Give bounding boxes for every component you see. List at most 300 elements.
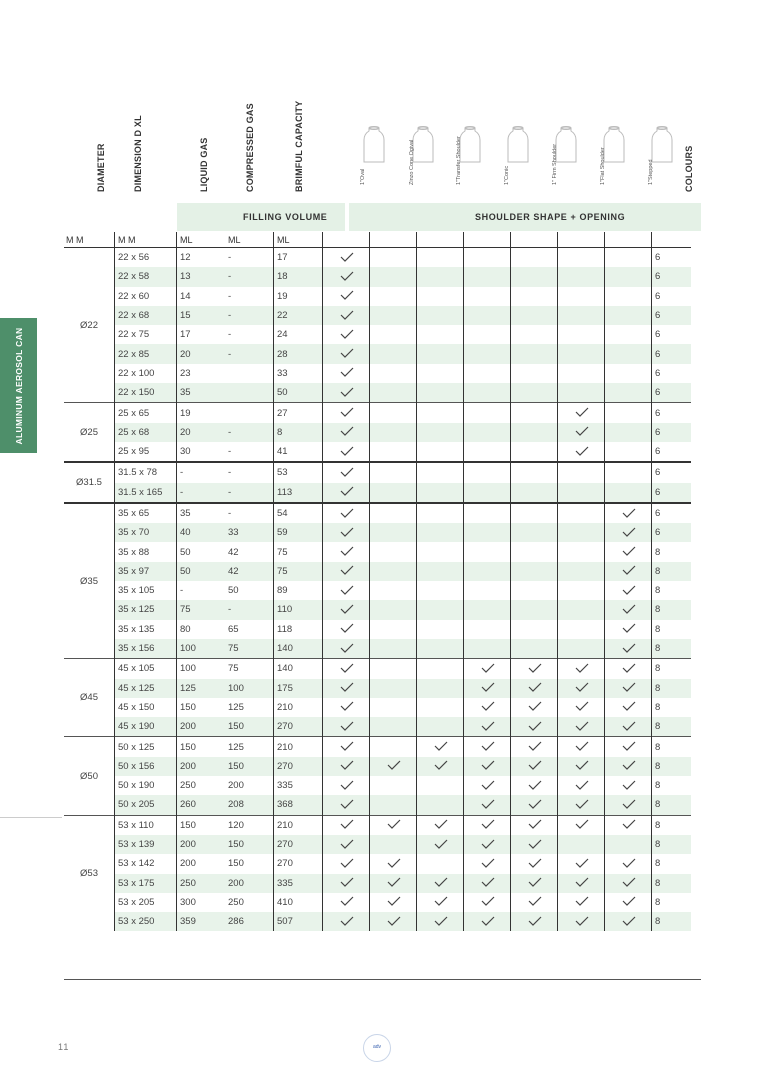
dimension-cell: 50 x 190 [115,776,177,795]
empty-cell [464,562,511,581]
check-mark-icon [464,874,511,893]
compressed-gas-cell [225,364,274,383]
check-mark-icon [370,874,417,893]
compressed-gas-cell: - [225,306,274,325]
liquid-gas-cell: 150 [177,737,226,757]
brimful-cell: 140 [274,659,323,679]
liquid-gas-cell: 12 [177,248,226,268]
compressed-gas-cell: 50 [228,585,239,597]
brimful-cell: 8 [274,423,323,442]
dimension-cell: 25 x 95 [115,442,177,462]
table-row [64,503,691,523]
empty-cell [370,267,417,286]
liquid-gas-cell: 35 [177,383,226,403]
dimension-cell: 53 x 110 [115,815,177,835]
table-row [64,248,691,268]
brimful-cell: 53 [274,462,323,482]
brimful-cell: 210 [274,698,323,717]
dimension-cell: 45 x 190 [115,717,177,737]
table-row [64,893,691,912]
compressed-gas-cell: 150 [228,858,244,870]
empty-cell [417,659,464,679]
check-mark-icon [323,581,370,600]
check-mark-icon [558,717,605,737]
empty-cell [417,523,464,542]
check-mark-icon [323,542,370,561]
empty-cell [558,383,605,403]
brimful-cell: 19 [274,287,323,306]
check-mark-icon [323,503,370,523]
brimful-cell: 210 [274,815,323,835]
empty-cell [558,325,605,344]
check-mark-icon [558,698,605,717]
empty-cell [417,287,464,306]
empty-cell [417,581,464,600]
compressed-gas-cell: - [228,290,232,302]
empty-cell [417,542,464,561]
liquid-gas-cell: 300 [177,893,226,912]
compressed-gas-cell: 120 [225,815,274,835]
colours-cell: 6 [652,503,692,523]
empty-cell [605,835,652,854]
check-mark-icon [323,620,370,639]
empty-cell [417,364,464,383]
liquid-gas-cell: 13 [177,267,226,286]
empty-cell [558,344,605,363]
empty-cell [464,383,511,403]
check-mark-icon [323,267,370,286]
brimful-cell: 175 [274,679,323,698]
check-mark-icon [464,717,511,737]
empty-cell [464,287,511,306]
check-mark-icon [605,717,652,737]
check-mark-icon [323,248,370,268]
diameter-cell: Ø22 [80,319,98,331]
check-mark-icon [511,776,558,795]
liquid-gas-cell: 359 [177,912,226,931]
compressed-gas-header [245,0,259,192]
empty-cell [558,462,605,482]
check-mark-icon [605,562,652,581]
divider [0,817,62,818]
check-mark-icon [370,854,417,873]
empty-cell [370,442,417,462]
empty-cell [370,659,417,679]
empty-cell [464,267,511,286]
compressed-gas-cell: - [225,503,274,523]
table-row [64,600,691,619]
liquid-gas-cell: 150 [177,815,226,835]
colours-cell: 8 [652,912,692,931]
liquid-gas-cell: 260 [177,795,226,815]
colours-cell: 8 [652,795,692,815]
brimful-cell: 59 [274,523,323,542]
empty-cell [558,542,605,561]
brimful-cell: 270 [274,835,323,854]
empty-cell [558,639,605,659]
check-mark-icon [370,912,417,931]
dimension-cell: 45 x 105 [115,659,177,679]
empty-cell [464,620,511,639]
empty-cell [370,503,417,523]
check-mark-icon [417,893,464,912]
aerosol-can-table [64,232,691,931]
liquid-gas-cell: - [177,462,226,482]
check-mark-icon [464,757,511,776]
empty-cell [558,562,605,581]
table-row [64,679,691,698]
compressed-gas-cell: 100 [225,679,274,698]
shape-caption-text: 1"Stepped [648,159,654,185]
empty-cell [558,483,605,503]
compressed-gas-cell: 208 [225,795,274,815]
compressed-gas-cell: 250 [228,896,244,908]
filling-volume-label: FILLING VOLUME [243,212,328,222]
brimful-cell: 270 [274,757,323,776]
brimful-cell: 110 [274,600,323,619]
colours-cell: 8 [652,757,692,776]
dimension-cell: 53 x 175 [115,874,177,893]
colours-cell: 6 [652,248,692,268]
brimful-cell: 24 [274,325,323,344]
compressed-gas-cell: - [228,446,232,458]
unit-ml: ML [225,232,274,248]
empty-cell [464,442,511,462]
check-mark-icon [605,737,652,757]
diameter-header-text: DIAMETER [96,143,106,192]
empty-cell [370,287,417,306]
colours-header-text: COLOURS [684,145,694,192]
shape-caption-text: 1"Flat Shoulder [600,147,606,185]
shape-caption-text: 1"Conic [504,165,510,185]
empty-cell [370,795,417,815]
check-mark-icon [464,737,511,757]
logo-text: adv [372,1044,382,1050]
table-row [64,462,691,482]
check-mark-icon [605,912,652,931]
liquid-gas-cell: 75 [177,600,226,619]
brimful-cell: 118 [274,620,323,639]
colours-cell: 6 [652,423,692,442]
compressed-gas-cell: - [225,267,274,286]
colours-cell: 8 [652,639,692,659]
empty-cell [558,503,605,523]
empty-cell [370,581,417,600]
compressed-gas-cell: - [225,483,274,503]
compressed-gas-cell: - [225,462,274,482]
empty-cell [370,776,417,795]
table-row [64,306,691,325]
unit-ml: ML [177,232,226,248]
colours-cell: 8 [652,717,692,737]
dimension-cell: 53 x 250 [115,912,177,931]
brimful-cell: 335 [274,874,323,893]
table-row [64,325,691,344]
empty-cell [605,364,652,383]
brimful-cell: 410 [274,893,323,912]
colours-cell: 8 [652,874,692,893]
empty-cell [605,403,652,423]
dimension-cell: 53 x 142 [115,854,177,873]
empty-cell [511,620,558,639]
colours-cell: 6 [652,523,692,542]
dimension-cell: 31.5 x 78 [115,462,177,482]
empty-cell [417,442,464,462]
shape-caption-text: 1" Firm Shoulder [552,143,558,185]
table-row [64,581,691,600]
diameter-header [96,0,110,192]
check-mark-icon [323,815,370,835]
empty-cell [417,325,464,344]
colours-cell: 6 [652,483,692,503]
empty-cell [417,776,464,795]
check-mark-icon [605,757,652,776]
dimension-header [133,0,147,192]
dimension-cell: 22 x 58 [115,267,177,286]
brimful-cell: 113 [274,483,323,503]
dimension-cell: 22 x 75 [115,325,177,344]
empty-cell [417,503,464,523]
check-mark-icon [605,659,652,679]
check-mark-icon [511,717,558,737]
check-mark-icon [323,639,370,659]
check-mark-icon [417,815,464,835]
empty-cell [370,679,417,698]
check-mark-icon [558,442,605,462]
check-mark-icon [558,403,605,423]
compressed-gas-cell [225,383,274,403]
empty-cell [417,639,464,659]
empty-cell [370,325,417,344]
empty-cell [464,403,511,423]
dimension-cell: 50 x 125 [115,737,177,757]
colours-cell: 6 [652,325,692,344]
unit-ml: ML [274,232,323,248]
dimension-cell: 45 x 125 [115,679,177,698]
check-mark-icon [323,325,370,344]
dimension-cell: 53 x 205 [115,893,177,912]
check-mark-icon [464,679,511,698]
liquid-gas-header-text: LIQUID GAS [199,137,209,192]
empty-cell [370,698,417,717]
dimension-cell: 22 x 100 [115,364,177,383]
dimension-header-text: DIMENSION D XL [133,115,143,192]
check-mark-icon [323,462,370,482]
empty-cell [417,698,464,717]
table-row [64,620,691,639]
empty-cell [417,267,464,286]
empty-cell [464,523,511,542]
check-mark-icon [605,523,652,542]
empty-cell [417,795,464,815]
check-mark-icon [417,757,464,776]
check-mark-icon [605,503,652,523]
empty-cell [370,717,417,737]
check-mark-icon [605,776,652,795]
check-mark-icon [370,893,417,912]
table-row [64,442,691,462]
brimful-capacity-header-text: BRIMFUL CAPACITY [294,100,304,192]
empty-cell [511,325,558,344]
table-row [64,659,691,679]
empty-cell [464,462,511,482]
colours-cell: 8 [652,893,692,912]
empty-cell [370,542,417,561]
check-mark-icon [323,698,370,717]
can-shape-1-icon [362,125,386,163]
empty-cell [370,523,417,542]
empty-cell [417,383,464,403]
empty-cell [370,562,417,581]
liquid-gas-cell: 23 [177,364,226,383]
empty-cell [370,344,417,363]
check-mark-icon [370,815,417,835]
check-mark-icon [323,523,370,542]
check-mark-icon [605,542,652,561]
compressed-gas-cell: - [228,329,232,341]
compressed-gas-header-text: COMPRESSED GAS [245,103,255,192]
empty-cell [511,287,558,306]
brimful-cell: 89 [274,581,323,600]
colours-cell: 6 [652,287,692,306]
empty-cell [370,423,417,442]
check-mark-icon [511,835,558,854]
liquid-gas-cell: 100 [177,639,226,659]
check-mark-icon [464,659,511,679]
colours-cell: 6 [652,267,692,286]
check-mark-icon [558,893,605,912]
empty-cell [511,581,558,600]
units-row [64,232,691,248]
colours-cell: 6 [652,306,692,325]
check-mark-icon [511,795,558,815]
check-mark-icon [417,874,464,893]
brimful-cell: 335 [274,776,323,795]
compressed-gas-cell: 33 [225,523,274,542]
check-mark-icon [605,620,652,639]
check-mark-icon [464,815,511,835]
check-mark-icon [464,776,511,795]
check-mark-icon [323,854,370,873]
dimension-cell: 25 x 65 [115,403,177,423]
empty-cell [417,248,464,268]
check-mark-icon [417,737,464,757]
empty-cell [464,600,511,619]
empty-cell [511,462,558,482]
brimful-cell: 28 [274,344,323,363]
table-row [64,562,691,581]
compressed-gas-cell [225,403,274,423]
check-mark-icon [464,795,511,815]
shoulder-shape-label: SHOULDER SHAPE + OPENING [475,212,626,222]
colours-cell: 8 [652,737,692,757]
check-mark-icon [558,737,605,757]
empty-cell [511,483,558,503]
empty-cell [511,523,558,542]
check-mark-icon [558,423,605,442]
can-shape-4-icon [506,125,530,163]
can-shape-7-icon [650,125,674,163]
colours-cell: 8 [652,659,692,679]
colours-cell: 6 [652,383,692,403]
brimful-cell: 50 [274,383,323,403]
check-mark-icon [558,679,605,698]
empty-cell [370,483,417,503]
liquid-gas-cell: 200 [177,835,226,854]
colours-cell: 8 [652,600,692,619]
table-row [64,757,691,776]
empty-cell [558,523,605,542]
liquid-gas-cell: 19 [177,403,226,423]
compressed-gas-cell: 286 [225,912,274,931]
table-row [64,267,691,286]
shoulder-shape-band [349,203,701,231]
colours-cell: 6 [652,403,692,423]
table-row [64,698,691,717]
liquid-gas-cell: 200 [177,854,226,873]
table-row [64,287,691,306]
liquid-gas-cell: 150 [177,698,226,717]
table-row [64,815,691,835]
check-mark-icon [323,835,370,854]
compressed-gas-cell: 65 [228,623,239,635]
table-row [64,776,691,795]
brimful-cell: 507 [274,912,323,931]
table-row [64,344,691,363]
empty-cell [417,344,464,363]
empty-cell [511,562,558,581]
check-mark-icon [323,737,370,757]
colours-cell: 8 [652,620,692,639]
empty-cell [417,679,464,698]
liquid-gas-cell: 17 [177,325,226,344]
brimful-cell: 27 [274,403,323,423]
table-row [64,364,691,383]
empty-cell [558,364,605,383]
dimension-cell: 45 x 150 [115,698,177,717]
check-mark-icon [323,679,370,698]
check-mark-icon [323,383,370,403]
empty-cell [558,306,605,325]
dimension-cell: 35 x 70 [115,523,177,542]
dimension-cell: 35 x 125 [115,600,177,619]
empty-cell [605,306,652,325]
empty-cell [605,267,652,286]
colours-cell: 6 [652,462,692,482]
dimension-cell: 22 x 68 [115,306,177,325]
empty-cell [417,854,464,873]
check-mark-icon [323,795,370,815]
check-mark-icon [323,717,370,737]
brimful-cell: 33 [274,364,323,383]
brimful-cell: 18 [274,267,323,286]
liquid-gas-cell: 30 [177,442,226,462]
liquid-gas-cell: 200 [177,717,226,737]
dimension-cell: 35 x 105 [115,581,177,600]
empty-cell [370,383,417,403]
check-mark-icon [323,874,370,893]
empty-cell [558,267,605,286]
empty-cell [558,620,605,639]
empty-cell [558,248,605,268]
check-mark-icon [323,287,370,306]
empty-cell [511,248,558,268]
check-mark-icon [323,364,370,383]
liquid-gas-cell: 14 [177,287,226,306]
check-mark-icon [511,679,558,698]
brimful-cell: 17 [274,248,323,268]
brimful-cell: 270 [274,717,323,737]
